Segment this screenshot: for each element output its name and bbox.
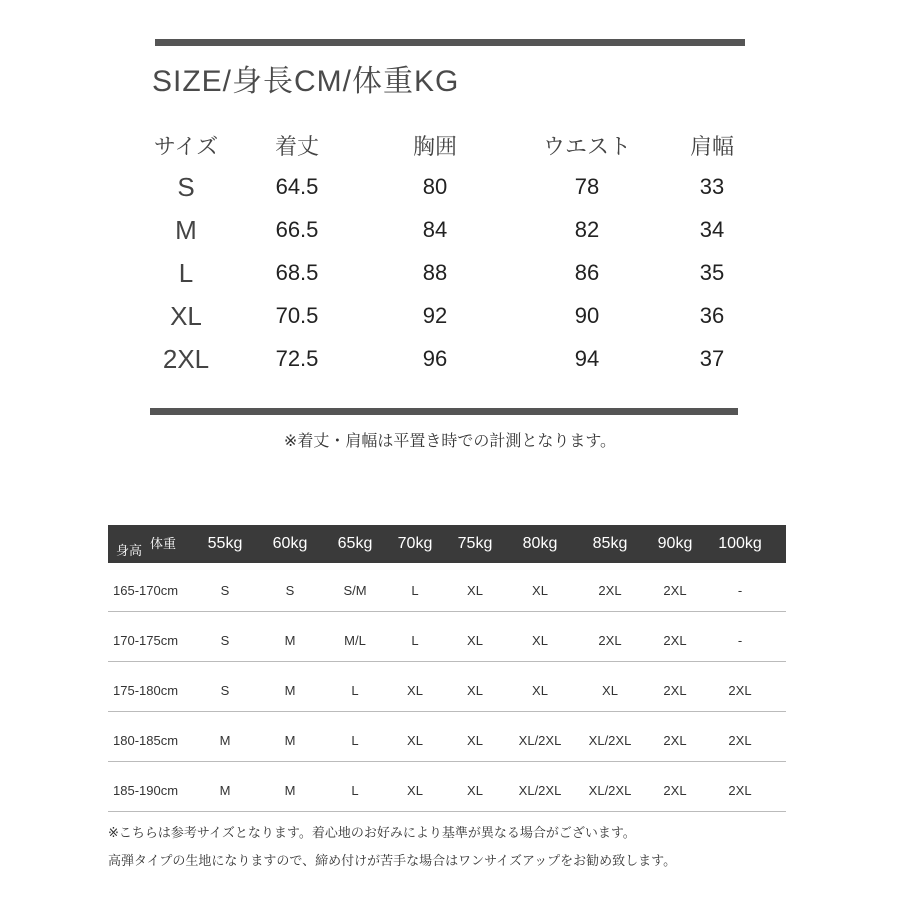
fit-size-cell: M bbox=[284, 683, 296, 698]
fit-size-cell: M bbox=[284, 733, 296, 748]
size-value-cell: 80 bbox=[422, 174, 448, 199]
size-label: L bbox=[178, 258, 194, 288]
fit-size-cell: XL bbox=[467, 783, 483, 798]
size-value-cell: 35 bbox=[699, 260, 725, 285]
size-value-cell: 90 bbox=[574, 303, 600, 328]
fit-size-cell: XL bbox=[532, 583, 548, 598]
weight-header: 80kg bbox=[522, 535, 558, 552]
corner-weight-label: 体重 bbox=[150, 537, 177, 552]
fit-size-cell: S bbox=[220, 633, 230, 648]
fit-size-cell: 2XL bbox=[598, 583, 622, 598]
fit-size-cell: XL bbox=[532, 633, 548, 648]
fit-size-cell: 2XL bbox=[728, 683, 752, 698]
fit-size-cell: M bbox=[284, 633, 296, 648]
size-value-cell: 34 bbox=[699, 217, 725, 242]
size-table-header-3: ウエスト bbox=[542, 135, 631, 160]
fit-size-cell: XL/2XL bbox=[588, 783, 632, 798]
height-label: 180-185cm bbox=[113, 733, 179, 748]
fit-size-cell: XL bbox=[532, 683, 548, 698]
weight-header: 75kg bbox=[457, 535, 493, 552]
fit-size-cell: XL bbox=[407, 733, 423, 748]
size-value-cell: 88 bbox=[422, 260, 448, 285]
top-rule bbox=[155, 39, 745, 46]
fit-size-cell: XL/2XL bbox=[588, 733, 632, 748]
height-label: 175-180cm bbox=[113, 683, 179, 698]
weight-header: 70kg bbox=[397, 535, 433, 552]
size-table-header-0: サイズ bbox=[153, 135, 219, 160]
size-label: M bbox=[175, 215, 197, 245]
fit-size-cell: 2XL bbox=[598, 633, 622, 648]
height-label: 170-175cm bbox=[113, 633, 179, 648]
row-divider bbox=[108, 811, 786, 812]
size-label: S bbox=[177, 172, 195, 202]
fit-note-2: 高弾タイプの生地になりますので、締め付けが苦手な場合はワンサイズアップをお勧め致します。 bbox=[108, 854, 677, 869]
size-value-cell: 82 bbox=[574, 217, 600, 242]
size-value-cell: 78 bbox=[574, 174, 600, 199]
fit-size-cell: L bbox=[411, 583, 419, 598]
fit-size-cell: L bbox=[351, 783, 359, 798]
fit-size-cell: XL bbox=[467, 733, 483, 748]
corner-height-label: 身高 bbox=[116, 544, 143, 559]
size-value-cell: 94 bbox=[574, 346, 600, 371]
weight-header: 90kg bbox=[657, 535, 693, 552]
fit-size-cell: XL bbox=[467, 683, 483, 698]
fit-size-cell: - bbox=[737, 583, 743, 598]
fit-size-cell: M bbox=[219, 733, 231, 748]
size-table-header-1: 着丈 bbox=[274, 135, 319, 160]
fit-size-cell: S bbox=[220, 583, 230, 598]
size-value-cell: 36 bbox=[699, 303, 725, 328]
fit-size-cell: 2XL bbox=[663, 583, 687, 598]
size-value-cell: 68.5 bbox=[275, 260, 319, 285]
fit-size-cell: L bbox=[411, 633, 419, 648]
fit-size-cell: XL bbox=[602, 683, 618, 698]
weight-header: 65kg bbox=[337, 535, 373, 552]
fit-size-cell: L bbox=[351, 733, 359, 748]
size-value-cell: 92 bbox=[422, 303, 448, 328]
row-divider bbox=[108, 761, 786, 762]
fit-size-cell: 2XL bbox=[663, 633, 687, 648]
size-value-cell: 37 bbox=[699, 346, 725, 371]
size-label: XL bbox=[170, 301, 202, 331]
size-table-header-4: 肩幅 bbox=[689, 135, 734, 160]
bottom-rule bbox=[150, 408, 738, 415]
size-value-cell: 96 bbox=[422, 346, 448, 371]
fit-size-cell: XL bbox=[467, 633, 483, 648]
size-value-cell: 64.5 bbox=[275, 174, 319, 199]
fit-size-cell: S bbox=[220, 683, 230, 698]
height-label: 165-170cm bbox=[113, 583, 179, 598]
weight-header: 100kg bbox=[718, 535, 762, 552]
size-table-title: SIZE/身長CM/体重KG bbox=[152, 65, 460, 98]
fit-size-cell: XL bbox=[407, 783, 423, 798]
size-value-cell: 84 bbox=[422, 217, 448, 242]
weight-header: 60kg bbox=[272, 535, 308, 552]
fit-size-cell: 2XL bbox=[728, 783, 752, 798]
fit-size-cell: L bbox=[351, 683, 359, 698]
fit-note-1: ※こちらは参考サイズとなります。着心地のお好みにより基準が異なる場合がございます。 bbox=[108, 826, 636, 841]
size-value-cell: 33 bbox=[699, 174, 725, 199]
weight-header: 55kg bbox=[207, 535, 243, 552]
fit-size-cell: M bbox=[284, 783, 296, 798]
fit-size-cell: M bbox=[219, 783, 231, 798]
fit-size-cell: XL bbox=[467, 583, 483, 598]
size-table-header-2: 胸囲 bbox=[412, 135, 457, 160]
fit-size-cell: 2XL bbox=[663, 783, 687, 798]
fit-size-cell: S bbox=[285, 583, 295, 598]
fit-size-cell: XL bbox=[407, 683, 423, 698]
weight-header: 85kg bbox=[592, 535, 628, 552]
fit-size-cell: 2XL bbox=[728, 733, 752, 748]
height-label: 185-190cm bbox=[113, 783, 179, 798]
size-table-note: ※着丈・肩幅は平置き時での計測となります。 bbox=[283, 431, 617, 450]
fit-size-cell: XL/2XL bbox=[518, 783, 562, 798]
row-divider bbox=[108, 661, 786, 662]
row-divider bbox=[108, 711, 786, 712]
fit-size-cell: M/L bbox=[344, 633, 366, 648]
fit-size-cell: 2XL bbox=[663, 683, 687, 698]
fit-size-cell: - bbox=[737, 633, 743, 648]
fit-size-cell: 2XL bbox=[663, 733, 687, 748]
size-value-cell: 70.5 bbox=[275, 303, 319, 328]
size-label: 2XL bbox=[162, 344, 210, 374]
size-value-cell: 72.5 bbox=[275, 346, 319, 371]
fit-size-cell: XL/2XL bbox=[518, 733, 562, 748]
row-divider bbox=[108, 611, 786, 612]
size-value-cell: 66.5 bbox=[275, 217, 319, 242]
size-value-cell: 86 bbox=[574, 260, 600, 285]
fit-size-cell: S/M bbox=[343, 583, 367, 598]
